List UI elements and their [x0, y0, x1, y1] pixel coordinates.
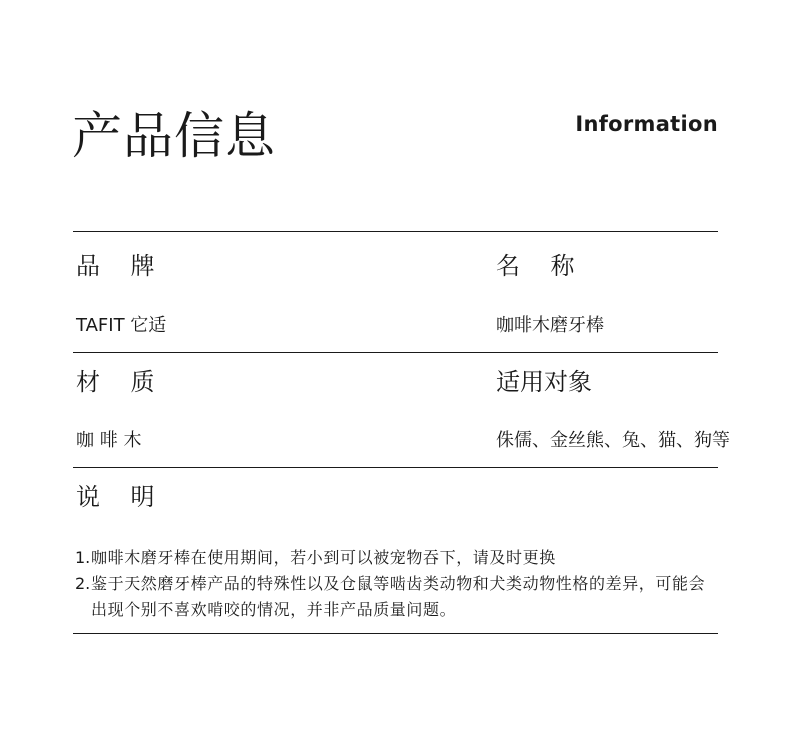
material-label: 材 质 — [76, 368, 155, 396]
divider — [73, 352, 718, 353]
note-number: 2. — [75, 574, 91, 593]
page-subtitle: Information — [575, 112, 718, 136]
suitable-label: 适用对象 — [496, 368, 592, 396]
note-text: 咖啡木磨牙棒在使用期间，若小到可以被宠物吞下，请及时更换 — [91, 548, 556, 567]
divider — [73, 633, 718, 634]
notes-label: 说 明 — [76, 483, 155, 511]
list-item — [75, 571, 720, 623]
name-label: 名 称 — [496, 252, 575, 280]
divider — [73, 467, 718, 468]
divider — [73, 231, 718, 232]
note-text: 鉴于天然磨牙棒产品的特殊性以及仓鼠等啮齿类动物和犬类动物性格的差异，可能会出现个别不喜欢啃咬的情况，并非产品质量问题。 — [91, 574, 706, 619]
material-value: 咖 啡 木 — [76, 430, 142, 451]
page-title: 产品信息 — [72, 107, 276, 165]
brand-label: 品 牌 — [76, 252, 155, 280]
brand-value: TAFIT 它适 — [76, 315, 167, 336]
suitable-value: 侏儒、金丝熊、兔、猫、狗等 — [496, 430, 730, 451]
note-number: 1. — [75, 548, 91, 567]
name-value: 咖啡木磨牙棒 — [496, 315, 604, 336]
notes-list — [75, 545, 720, 623]
list-item — [75, 545, 720, 571]
